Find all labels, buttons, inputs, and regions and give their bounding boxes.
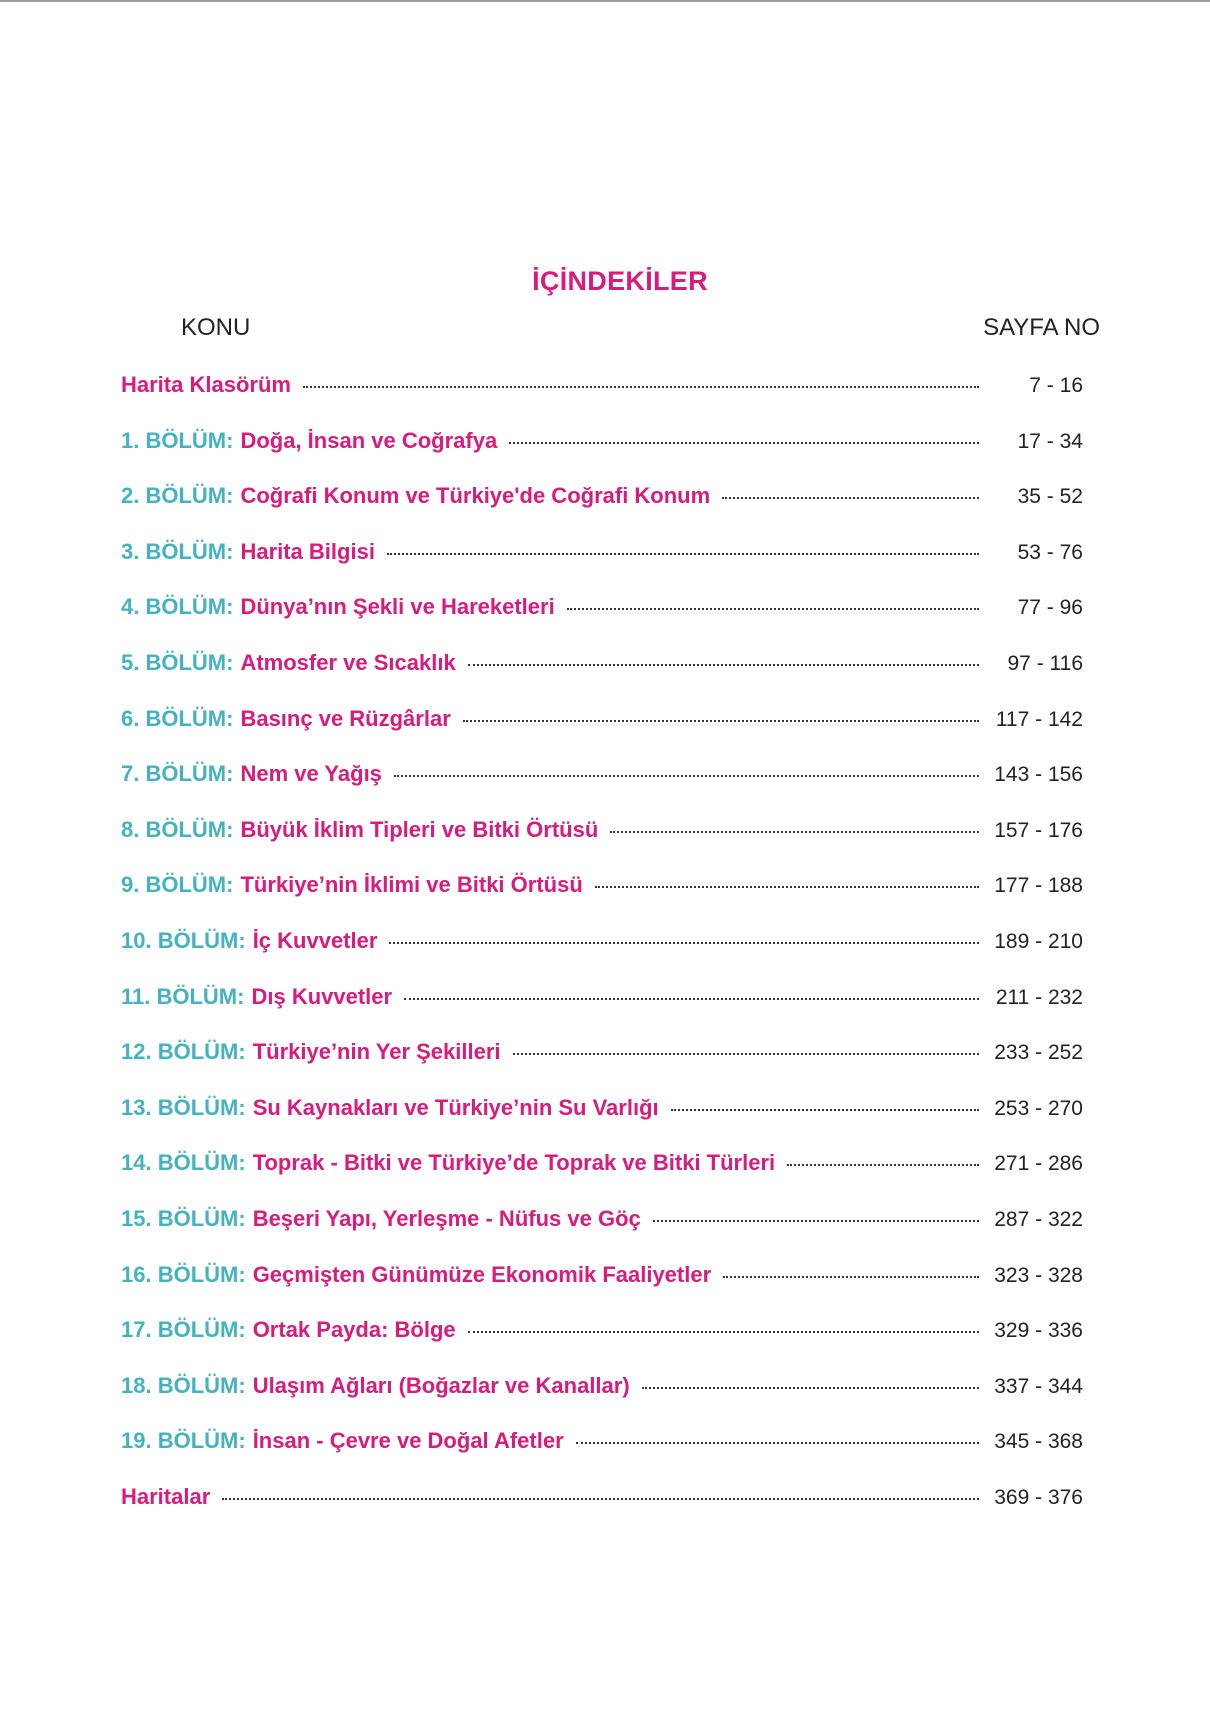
table-of-contents — [121, 370, 1083, 1537]
chapter-number: 18. BÖLÜM: — [121, 1372, 246, 1398]
toc-entry-chapter-15[interactable] — [121, 1204, 1083, 1260]
dot-leader — [387, 533, 979, 555]
dot-leader — [653, 1200, 979, 1222]
chapter-number: 19. BÖLÜM: — [121, 1428, 246, 1454]
chapter-number: 6. BÖLÜM: — [121, 705, 234, 731]
dot-leader — [513, 1033, 979, 1055]
dot-leader — [723, 1256, 979, 1278]
chapter-number: 2. BÖLÜM: — [121, 483, 234, 509]
dot-leader — [509, 422, 979, 444]
toc-entry-pages: 77 - 96 — [1017, 596, 1083, 620]
toc-entry-label: Doğa, İnsan ve Coğrafya — [240, 427, 498, 453]
dot-leader — [468, 1311, 979, 1333]
dot-leader — [576, 1422, 979, 1444]
chapter-number: 1. BÖLÜM: — [121, 427, 234, 453]
toc-entry-pages: 323 - 328 — [994, 1263, 1083, 1287]
toc-entry-pages: 177 - 188 — [994, 874, 1083, 898]
dot-leader — [595, 866, 979, 888]
dot-leader — [787, 1144, 979, 1166]
toc-entry-label: İnsan - Çevre ve Doğal Afetler — [252, 1428, 564, 1454]
chapter-number: 7. BÖLÜM: — [121, 761, 234, 787]
toc-entry-label: İç Kuvvetler — [252, 927, 378, 953]
toc-entry-label: Basınç ve Rüzgârlar — [240, 705, 451, 731]
chapter-number: 16. BÖLÜM: — [121, 1261, 246, 1287]
toc-entry-chapter-12[interactable] — [121, 1037, 1083, 1093]
column-header-sayfa-no: SAYFA NO — [983, 314, 1100, 341]
dot-leader — [610, 811, 979, 833]
toc-entry-chapter-7[interactable] — [121, 759, 1083, 815]
toc-entry-label: Türkiye’nin Yer Şekilleri — [252, 1039, 501, 1065]
top-border-line — [0, 0, 1210, 2]
toc-entry-chapter-10[interactable] — [121, 926, 1083, 982]
chapter-number: 9. BÖLÜM: — [121, 872, 234, 898]
toc-entry-pages: 97 - 116 — [1007, 651, 1083, 675]
toc-entry-chapter-11[interactable] — [121, 982, 1083, 1038]
toc-entry-pages: 53 - 76 — [1017, 540, 1083, 564]
toc-entry-label: Su Kaynakları ve Türkiye’nin Su Varlığı — [252, 1094, 659, 1120]
toc-entry-chapter-5[interactable] — [121, 648, 1083, 704]
toc-entry-chapter-13[interactable] — [121, 1093, 1083, 1149]
dot-leader — [222, 1478, 979, 1500]
toc-entry-pages: 329 - 336 — [994, 1319, 1083, 1343]
toc-entry-chapter-14[interactable] — [121, 1148, 1083, 1204]
chapter-number: 12. BÖLÜM: — [121, 1039, 246, 1065]
toc-entry-label: Beşeri Yapı, Yerleşme - Nüfus ve Göç — [252, 1205, 641, 1231]
toc-entry-label: Haritalar — [121, 1483, 211, 1509]
toc-entry-chapter-4[interactable] — [121, 592, 1083, 648]
toc-entry-label: Harita Klasörüm — [121, 372, 291, 397]
toc-entry-chapter-9[interactable] — [121, 870, 1083, 926]
dot-leader — [671, 1089, 979, 1111]
chapter-number: 8. BÖLÜM: — [121, 816, 234, 842]
dot-leader — [642, 1367, 979, 1389]
toc-entry-pages: 253 - 270 — [994, 1096, 1083, 1120]
toc-entry-label: Geçmişten Günümüze Ekonomik Faaliyetler — [252, 1261, 712, 1287]
chapter-number: 14. BÖLÜM: — [121, 1150, 246, 1176]
toc-entry-harita-klasorum[interactable] — [121, 370, 1083, 426]
toc-entry-label: Nem ve Yağış — [240, 761, 382, 787]
dot-leader — [463, 700, 979, 722]
toc-entry-chapter-17[interactable] — [121, 1315, 1083, 1371]
toc-entry-pages: 17 - 34 — [1017, 429, 1083, 453]
toc-entry-haritalar[interactable] — [121, 1482, 1083, 1538]
dot-leader — [567, 588, 979, 610]
toc-entry-pages: 287 - 322 — [994, 1207, 1083, 1231]
toc-entry-pages: 7 - 16 — [1029, 374, 1083, 397]
toc-entry-label: Harita Bilgisi — [240, 538, 375, 564]
toc-entry-label: Ulaşım Ağları (Boğazlar ve Kanallar) — [252, 1372, 630, 1398]
toc-entry-chapter-18[interactable] — [121, 1371, 1083, 1427]
toc-entry-label: Büyük İklim Tipleri ve Bitki Örtüsü — [240, 816, 599, 842]
toc-entry-label: Dünya’nın Şekli ve Hareketleri — [240, 594, 555, 620]
toc-entry-label: Türkiye’nin İklimi ve Bitki Örtüsü — [240, 872, 583, 898]
toc-entry-pages: 337 - 344 — [994, 1374, 1083, 1398]
toc-entry-label: Ortak Payda: Bölge — [252, 1317, 456, 1343]
dot-leader — [389, 922, 979, 944]
toc-entry-chapter-3[interactable] — [121, 537, 1083, 593]
toc-entry-pages: 143 - 156 — [994, 763, 1083, 787]
chapter-number: 13. BÖLÜM: — [121, 1094, 246, 1120]
dot-leader — [468, 644, 979, 666]
toc-entry-pages: 211 - 232 — [995, 985, 1083, 1009]
dot-leader — [722, 477, 979, 499]
chapter-number: 4. BÖLÜM: — [121, 594, 234, 620]
toc-entry-pages: 189 - 210 — [994, 929, 1083, 953]
dot-leader — [404, 978, 979, 1000]
dot-leader — [394, 755, 979, 777]
toc-entry-pages: 345 - 368 — [994, 1430, 1083, 1454]
toc-entry-pages: 369 - 376 — [994, 1485, 1083, 1509]
toc-entry-chapter-2[interactable] — [121, 481, 1083, 537]
toc-entry-pages: 35 - 52 — [1017, 485, 1083, 509]
toc-entry-label: Coğrafi Konum ve Türkiye'de Coğrafi Konum — [240, 483, 711, 509]
toc-entry-chapter-1[interactable] — [121, 426, 1083, 482]
toc-entry-chapter-16[interactable] — [121, 1260, 1083, 1316]
toc-entry-pages: 117 - 142 — [995, 707, 1083, 731]
toc-entry-pages: 271 - 286 — [994, 1152, 1083, 1176]
toc-entry-chapter-6[interactable] — [121, 704, 1083, 760]
chapter-number: 10. BÖLÜM: — [121, 927, 246, 953]
column-header-konu: KONU — [181, 314, 251, 341]
chapter-number: 3. BÖLÜM: — [121, 538, 234, 564]
toc-entry-chapter-8[interactable] — [121, 815, 1083, 871]
page-title: İÇİNDEKİLER — [532, 266, 708, 296]
toc-entry-label: Atmosfer ve Sıcaklık — [240, 649, 456, 675]
toc-entry-label: Toprak - Bitki ve Türkiye’de Toprak ve Bitki Türleri — [252, 1150, 776, 1176]
chapter-number: 17. BÖLÜM: — [121, 1317, 246, 1343]
toc-entry-pages: 157 - 176 — [994, 818, 1083, 842]
toc-entry-label: Dış Kuvvetler — [251, 983, 393, 1009]
chapter-number: 15. BÖLÜM: — [121, 1205, 246, 1231]
chapter-number: 5. BÖLÜM: — [121, 649, 234, 675]
dot-leader — [303, 366, 979, 388]
toc-entry-pages: 233 - 252 — [994, 1041, 1083, 1065]
chapter-number: 11. BÖLÜM: — [121, 983, 245, 1009]
toc-entry-chapter-19[interactable] — [121, 1426, 1083, 1482]
